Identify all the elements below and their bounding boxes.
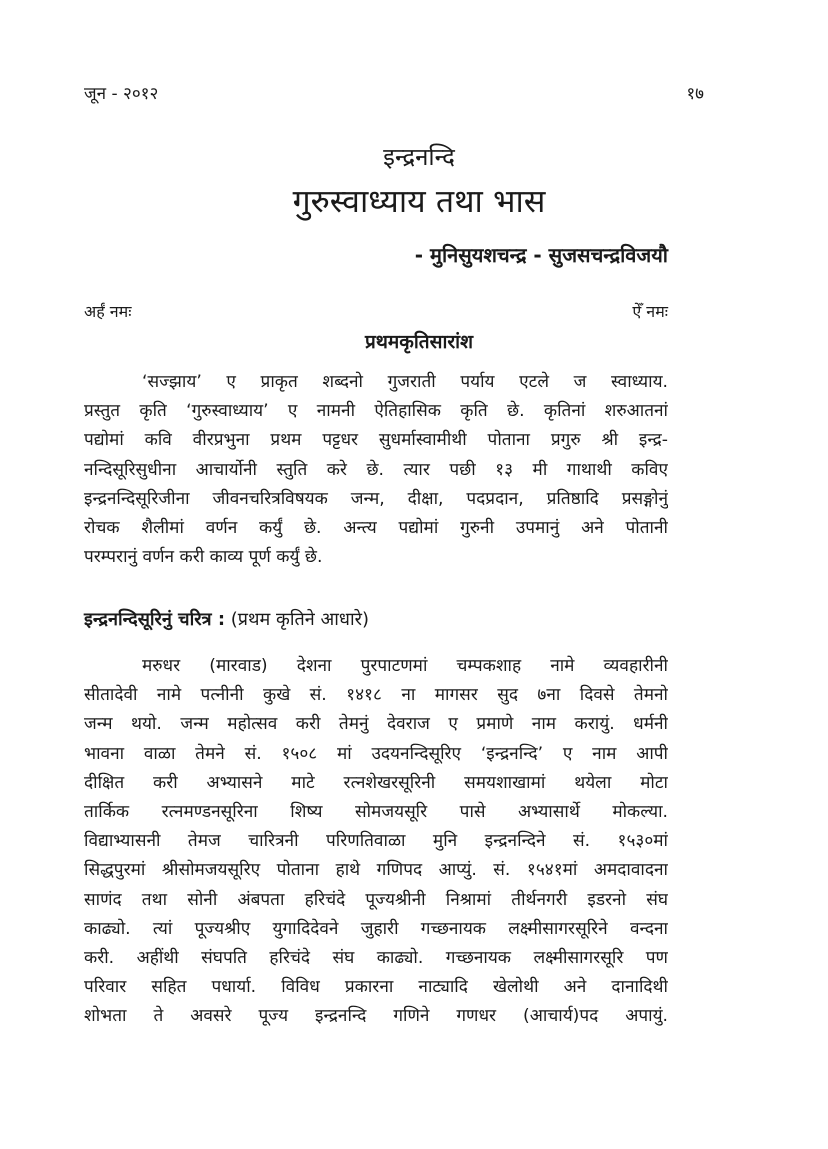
issue-date: जून - २०१२	[84, 84, 159, 104]
text-line: विद्याभ्यासनी तेमज चारित्रनी परिणतिवाळा मुनि इन्द्रनन्दिने सं. १५३०मां	[84, 831, 668, 852]
text-line: सीतादेवी नामे पत्नीनी कुखे सं. १४१८ ना मागसर सुद ७ना दिवसे तेमनो	[84, 685, 668, 706]
invocation-left: अर्हं नमः	[84, 302, 132, 321]
text-line: सिद्धपुरमां श्रीसोमजयसूरिए पोताना हाथे गणिपद आप्युं. सं. १५४१मां अमदावादना	[84, 860, 668, 881]
invocation-right: ऐँ नमः	[632, 302, 668, 321]
text-line: करी. अहींथी संघपति हरिचंदे संघ काढ्यो. गच्छनायक लक्ष्मीसागरसूरि पण	[84, 948, 668, 969]
text-line: काढ्यो. त्यां पूज्यश्रीए युगादिदेवने जुहारी गच्छनायक लक्ष्मीसागरसूरिने वन्दना	[84, 918, 668, 939]
text-line: परम्परानुं वर्णन करी काव्य पूर्ण कर्युं छे.	[84, 547, 323, 568]
page-title: गुरुस्वाध्याय तथा भास	[292, 182, 546, 220]
authors: - मुनिसुयशचन्द्र - सुजसचन्द्रविजयौ	[414, 243, 668, 267]
text-line: नन्दिसूरिसुधीना आचार्योनी स्तुति करे छे. त्यार पछी १३ मी गाथाथी कविए	[84, 459, 668, 480]
text-line: रोचक शैलीमां वर्णन कर्युं छे. अन्त्य पद्योमां गुरुनी उपमानुं अने पोतानी	[84, 518, 668, 539]
section-heading: प्रथमकृतिसारांश	[364, 331, 474, 353]
text-line: पद्योमां कवि वीरप्रभुना प्रथम पट्टधर सुधर्मास्वामीथी पोताना प्रगुरु श्री इन्द्र-	[84, 430, 668, 451]
text-line: भावना वाळा तेमने सं. १५०८ मां उदयनन्दिसूरिए ‘इन्द्रनन्दि’ ए नाम आपी	[84, 743, 668, 764]
text-line: इन्द्रनन्दिसूरिजीना जीवनचरित्रविषयक जन्म, दीक्षा, पदप्रदान, प्रतिष्ठादि प्रसङ्गोनुं	[84, 488, 668, 509]
text-line: परिवार सहित पधार्या. विविध प्रकारना नाट्यादि खेलोथी अने दानादिथी	[84, 977, 668, 998]
text-line: जन्म थयो. जन्म महोत्सव करी तेमनुं देवराज ए प्रमाणे नाम करायुं. धर्मनी	[84, 714, 668, 735]
text-line: मरुधर (मारवाड) देशना पुरपाटणमां चम्पकशाह नामे व्यवहारीनी	[142, 656, 668, 676]
sub-heading	[84, 606, 369, 634]
sub-heading-note: (प्रथम कृतिने आधारे)	[225, 609, 369, 630]
text-line: दीक्षित करी अभ्यासने माटे रत्नशेखरसूरिनी समयशाखामां थयेला मोटा	[84, 772, 668, 793]
text-line: शोभता ते अवसरे पूज्य इन्द्रनन्दि गणिने गणधर (आचार्य)पद अपायुं.	[84, 1006, 668, 1027]
paragraph-biography	[84, 652, 668, 1032]
text-line: ‘सज्झाय’ ए प्राकृत शब्दनो गुजराती पर्याय एटले ज स्वाध्याय.	[142, 372, 668, 392]
text-line: प्रस्तुत कृति ‘गुरुस्वाध्याय’ ए नामनी ऐतिहासिक कृति छे. कृतिनां शरुआतनां	[84, 401, 668, 422]
paragraph-summary	[84, 368, 668, 572]
text-line: साणंद तथा सोनी अंबपता हरिचंदे पूज्यश्रीनी निश्रामां तीर्थनगरी इडरनो संघ	[84, 889, 668, 910]
sub-heading-bold: इन्द्रनन्दिसूरिनुं चरित्र :	[84, 609, 226, 630]
page-number: १७	[686, 84, 704, 104]
title-subject: इन्द्रनन्दि	[383, 143, 455, 171]
text-line: तार्किक रत्नमण्डनसूरिना शिष्य सोमजयसूरि पासे अभ्यासार्थे मोकल्या.	[84, 802, 668, 823]
